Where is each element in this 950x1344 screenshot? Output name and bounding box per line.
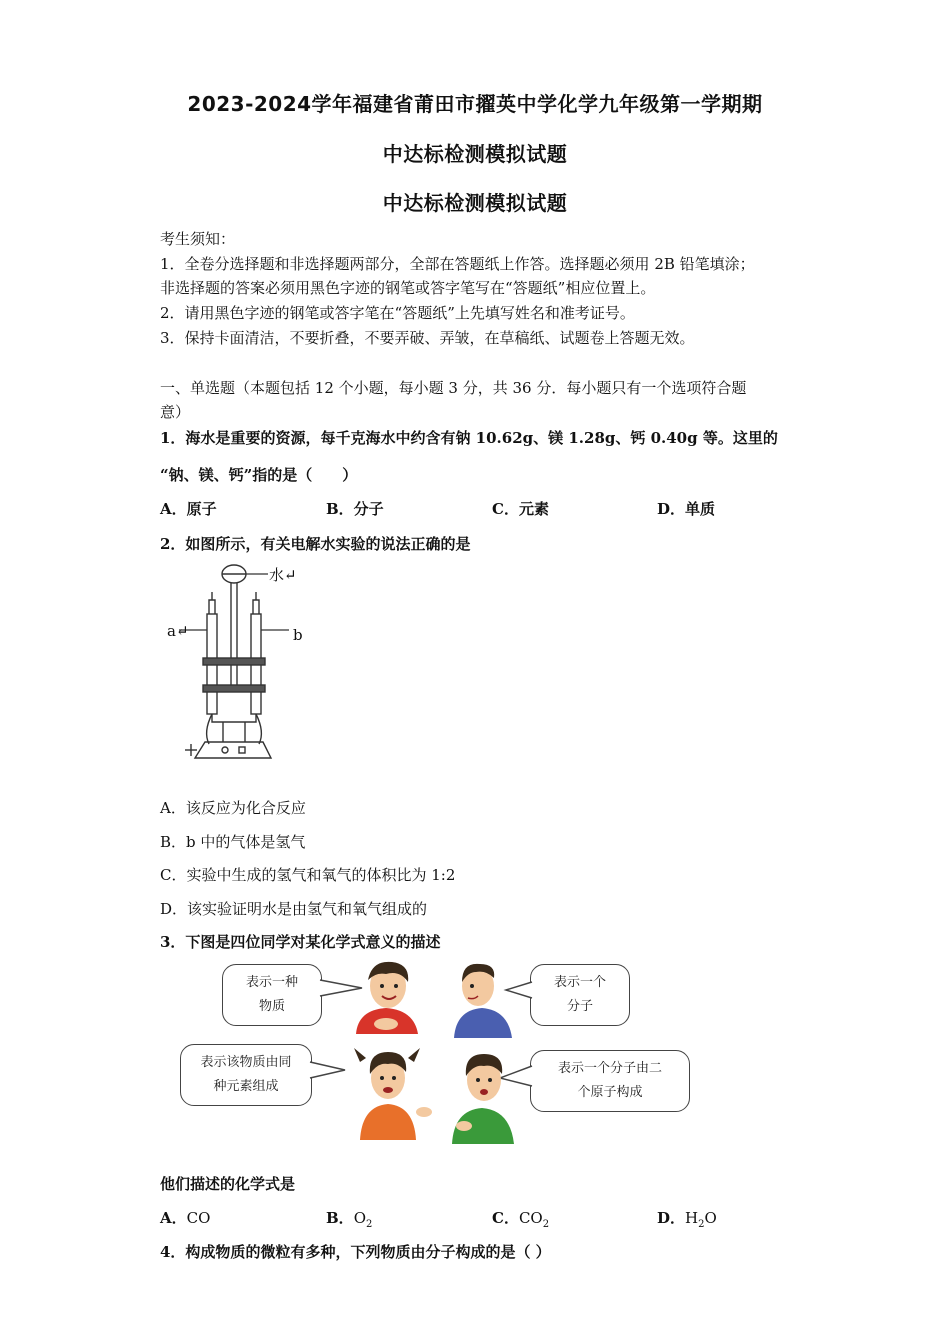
exam-title-line1: 2023-2024学年福建省莆田市擢英中学化学九年级第一学期期 [187,92,763,116]
q3-option-b-formula: O [353,1209,366,1227]
bubble4-line2: 个原子构成 [577,1085,643,1100]
q1-stem-line2: “钠、镁、钙”指的是（ ） [160,466,358,484]
bubble1-line2: 物质 [258,999,285,1014]
student-4-illustration [444,1048,524,1144]
q3-option-b-subscript: 2 [366,1219,373,1230]
q2-option-a[interactable]: A．该反应为化合反应 [160,799,306,817]
q3-option-c-label: C． [492,1209,519,1227]
notice-item1-line2: 非选择题的答案必须用黑色字迹的钢笔或答字笔写在“答题纸”相应位置上。 [160,279,656,297]
notice-item1-line1: 1．全卷分选择题和非选择题两部分，全部在答题纸上作答。选择题必须用 2B 铅笔填涂； [160,255,755,273]
section-heading-line2: 意） [160,403,191,421]
q3-option-a-formula: CO [186,1209,211,1227]
q3-option-a-label: A． [160,1209,187,1227]
q2-stem: 2．如图所示，有关电解水实验的说法正确的是 [160,535,471,553]
q1-option-b[interactable]: B．分子 [326,500,384,518]
figure-label-a: a↵ [167,622,189,640]
student-2-illustration [448,958,518,1038]
student-3-illustration [338,1040,438,1140]
student-1-illustration [336,958,436,1034]
q4-stem: 4．构成物质的微粒有多种，下列物质由分子构成的是（ ） [160,1243,551,1261]
bubble4-line1: 表示一个分子由二 [557,1061,662,1076]
q3-option-a[interactable] [160,1207,210,1228]
q2-option-d[interactable]: D．该实验证明水是由氢气和氧气组成的 [160,900,428,918]
exam-title-line3: 中达标检测模拟试题 [382,191,568,215]
notice-item2: 2．请用黑色字迹的钢笔或答字笔在“答题纸”上先填写姓名和准考证号。 [160,304,635,322]
q3-stem: 3．下图是四位同学对某化学式意义的描述 [160,933,441,951]
q3-option-d-label: D． [657,1209,686,1227]
q3-option-d-formula: H [685,1209,699,1227]
q1-option-a[interactable]: A．原子 [160,500,217,518]
q3-option-d-subscript: 2 [698,1219,705,1230]
q3-option-d[interactable] [657,1207,717,1230]
bubble3-line1: 表示该物质由同 [200,1055,292,1070]
q1-stem-line1: 1．海水是重要的资源，每千克海水中约含有钠 10.62g、镁 1.28g、钙 0.40g 等。这里的 [160,429,778,447]
q1-option-d[interactable]: D．单质 [657,500,716,518]
q3-option-d-tail: O [704,1209,717,1227]
section-heading-line1: 一、单选题（本题包括 12 个小题，每小题 3 分，共 36 分．每小题只有一个选项符合题 [160,379,747,397]
bubble3-line2: 种元素组成 [213,1079,279,1094]
figure-label-b: b [293,626,303,644]
q3-option-b[interactable] [326,1207,372,1230]
notice-item3: 3．保持卡面清洁，不要折叠，不要弄破、弄皱，在草稿纸、试题卷上答题无效。 [160,329,695,347]
q3-option-b-label: B． [326,1209,354,1227]
bubble2-line1: 表示一个 [553,975,606,990]
q2-option-b[interactable]: B．b 中的气体是氢气 [160,833,306,851]
q3-question: 他们描述的化学式是 [160,1175,296,1193]
q3-option-c-subscript: 2 [542,1219,550,1230]
q3-option-c-formula: CO [518,1209,543,1227]
figure-label-water: 水↵ [269,566,297,584]
bubble2-line2: 分子 [566,999,593,1014]
exam-title-line2: 中达标检测模拟试题 [382,142,568,166]
bubble1-line1: 表示一种 [245,975,298,990]
notice-heading: 考生须知： [160,230,236,248]
q2-option-c[interactable]: C．实验中生成的氢气和氧气的体积比为 1:2 [160,866,456,884]
q3-option-c[interactable] [492,1207,549,1230]
q1-option-c[interactable]: C．元素 [492,500,549,518]
